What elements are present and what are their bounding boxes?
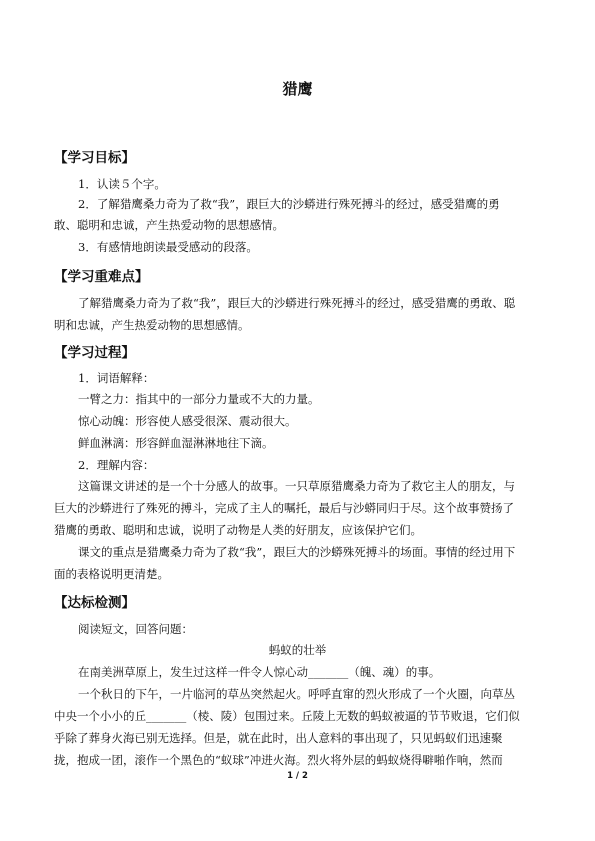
story-line-2: 一个秋日的下午，一片临河的草丛突然起火。呼呼直窜的烈火形成了一个火圈，向草丛 (78, 687, 515, 701)
page-number: 1 / 2 (287, 771, 308, 781)
story-title: 蚂蚁的壮举 (268, 643, 327, 657)
goal-2-line-1: 2．了解猎鹰桑力奇为了救“我”，跟巨大的沙蟒进行殊死搏斗的经过，感受猎鹰的勇 (78, 197, 500, 211)
section-heading-goals: 【学习目标】 (54, 150, 135, 166)
content-paragraph-1-line-1: 这篇课文讲述的是一个十分感人的故事。一只草原猎鹰桑力奇为了救它主人的朋友，与 (78, 479, 515, 493)
key-points-line-1: 了解猎鹰桑力奇为了救“我”，跟巨大的沙蟒进行殊死搏斗的经过，感受猎鹰的勇敢、聪 (78, 296, 516, 310)
content-paragraph-2-line-2: 面的表格说明更清楚。 (54, 567, 169, 581)
goal-2-line-2: 敢、聪明和忠诚，产生热爱动物的思想感情。 (54, 218, 284, 232)
key-points-line-2: 明和忠诚，产生热爱动物的思想感情。 (54, 318, 250, 332)
section-heading-key-points: 【学习重难点】 (54, 269, 149, 285)
process-item-2: 2．理解内容： (78, 458, 155, 472)
content-paragraph-2-line-1: 课文的重点是猎鹰桑力奇为了救“我”，跟巨大的沙蟒殊死搏斗的场面。事情的经过用下 (78, 545, 516, 559)
word-definition-3: 鲜血淋漓：形容鲜血湿淋淋地往下滴。 (78, 436, 274, 450)
process-item-1: 1．词语解释： (78, 371, 155, 385)
story-line-5: 拢，抱成一团，滚作一个黑色的“蚁球”冲进火海。烈火将外层的蚂蚁烧得噼啪作响，然而 (54, 753, 503, 767)
page-title: 猎鹰 (282, 80, 313, 98)
test-intro: 阅读短文，回答问题： (78, 622, 193, 636)
story-line-4: 乎除了葬身火海已别无选择。但是，就在此时，出人意料的事出现了，只见蚂蚁们迅速聚 (54, 731, 503, 745)
story-line-1: 在南美洲草原上，发生过这样一件令人惊心动_______（魄、魂）的事。 (78, 665, 441, 679)
goal-3: 3．有感情地朗读最受感动的段落。 (78, 240, 258, 254)
word-definition-1: 一臂之力：指其中的一部分力量或不大的力量。 (78, 392, 320, 406)
story-line-3: 中央一个小小的丘_______（棱、陵）包围过来。丘陵上无数的蚂蚁被逼的节节败退，它们似 (54, 709, 520, 723)
section-heading-test: 【达标检测】 (54, 595, 135, 611)
content-paragraph-1-line-3: 猎鹰的勇敢、聪明和忠诚，说明了动物是人类的好朋友，应该保护它们。 (54, 523, 422, 537)
word-definition-2: 惊心动魄：形容使人感受很深、震动很大。 (78, 414, 297, 428)
section-heading-process: 【学习过程】 (54, 345, 135, 361)
content-paragraph-1-line-2: 巨大的沙蟒进行了殊死的搏斗，完成了主人的嘱托，最后与沙蟒同归于尽。这个故事赞扬了 (54, 501, 514, 515)
goal-1: 1．认读５个字。 (78, 177, 166, 191)
